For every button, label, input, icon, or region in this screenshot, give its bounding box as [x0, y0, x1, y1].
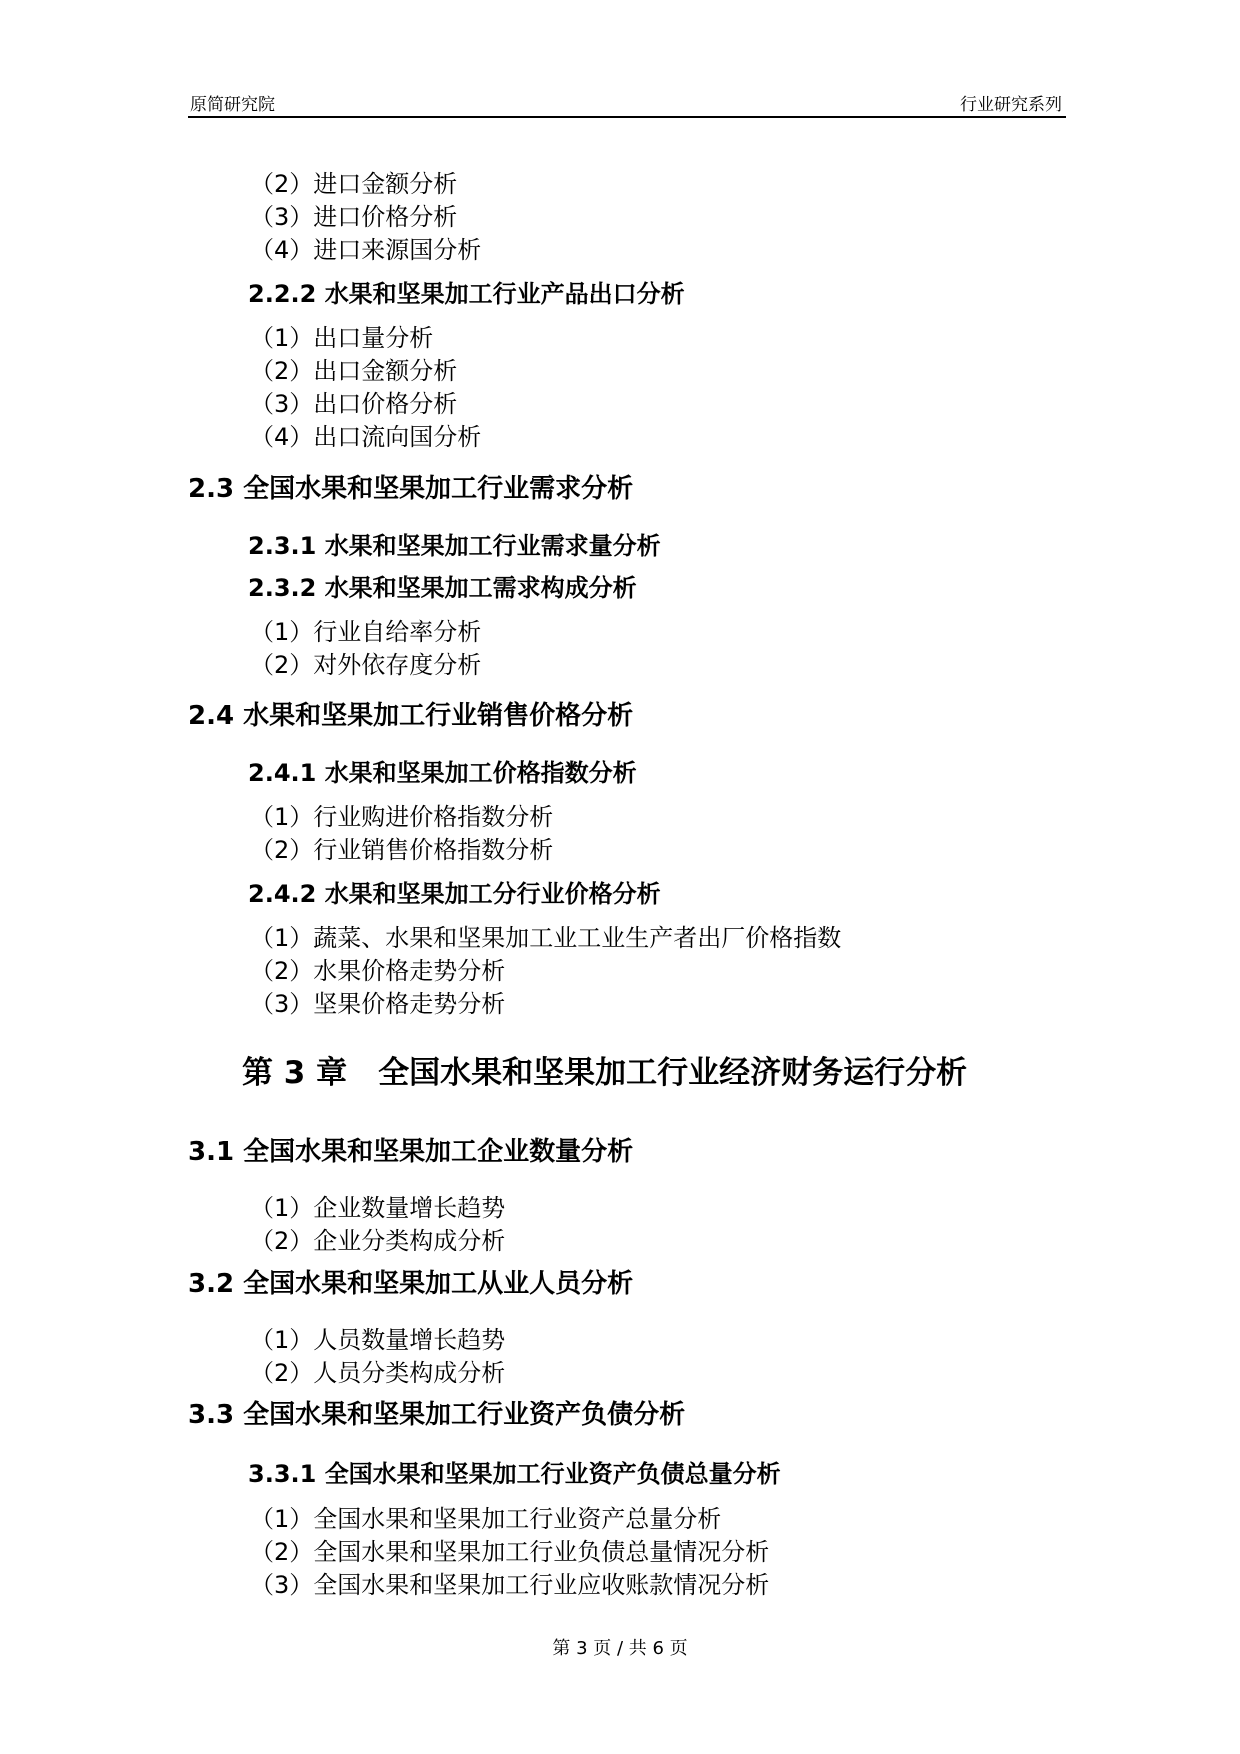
toc-section-heading: 2.4 水果和坚果加工行业销售价格分析 — [188, 701, 634, 731]
toc-item: （2）进口金额分析 — [250, 170, 458, 198]
toc-item: （1）行业自给率分析 — [250, 618, 482, 646]
header-series: 行业研究系列 — [960, 95, 1062, 115]
toc-item: （2）全国水果和坚果加工行业负债总量情况分析 — [250, 1538, 770, 1566]
toc-section-heading: 2.3 全国水果和坚果加工行业需求分析 — [188, 474, 634, 504]
toc-item: （3）出口价格分析 — [250, 390, 458, 418]
toc-item: （3）坚果价格走势分析 — [250, 990, 506, 1018]
toc-item: （4）进口来源国分析 — [250, 236, 482, 264]
toc-subsection-heading: 2.3.2 水果和坚果加工需求构成分析 — [248, 574, 637, 602]
toc-item: （2）行业销售价格指数分析 — [250, 836, 554, 864]
toc-section-heading: 3.1 全国水果和坚果加工企业数量分析 — [188, 1137, 634, 1167]
toc-subsection-heading: 2.3.1 水果和坚果加工行业需求量分析 — [248, 532, 661, 560]
toc-subsection-heading: 2.4.2 水果和坚果加工分行业价格分析 — [248, 880, 661, 908]
toc-item: （1）出口量分析 — [250, 324, 434, 352]
toc-item: （3）进口价格分析 — [250, 203, 458, 231]
toc-item: （1）人员数量增长趋势 — [250, 1326, 506, 1354]
toc-item: （2）人员分类构成分析 — [250, 1359, 506, 1387]
toc-section-heading: 3.2 全国水果和坚果加工从业人员分析 — [188, 1269, 634, 1299]
page-header — [188, 88, 1066, 118]
toc-subsection-heading: 3.3.1 全国水果和坚果加工行业资产负债总量分析 — [248, 1460, 781, 1488]
header-organization: 原简研究院 — [190, 95, 275, 115]
toc-subsection-heading: 2.2.2 水果和坚果加工行业产品出口分析 — [248, 280, 685, 308]
toc-subsection-heading: 2.4.1 水果和坚果加工价格指数分析 — [248, 759, 637, 787]
page-number: 第 3 页 / 共 6 页 — [552, 1638, 688, 1659]
toc-item: （2）对外依存度分析 — [250, 651, 482, 679]
toc-item: （1）全国水果和坚果加工行业资产总量分析 — [250, 1505, 722, 1533]
toc-item: （1）行业购进价格指数分析 — [250, 803, 554, 831]
toc-item: （4）出口流向国分析 — [250, 423, 482, 451]
toc-item: （2）出口金额分析 — [250, 357, 458, 385]
toc-item: （2）水果价格走势分析 — [250, 957, 506, 985]
toc-item: （2）企业分类构成分析 — [250, 1227, 506, 1255]
toc-item: （1）企业数量增长趋势 — [250, 1194, 506, 1222]
toc-item: （3）全国水果和坚果加工行业应收账款情况分析 — [250, 1571, 770, 1599]
toc-section-heading: 3.3 全国水果和坚果加工行业资产负债分析 — [188, 1400, 686, 1430]
toc-item: （1）蔬菜、水果和坚果加工业工业生产者出厂价格指数 — [250, 924, 842, 952]
chapter-heading: 第 3 章 全国水果和坚果加工行业经济财务运行分析 — [242, 1055, 968, 1091]
